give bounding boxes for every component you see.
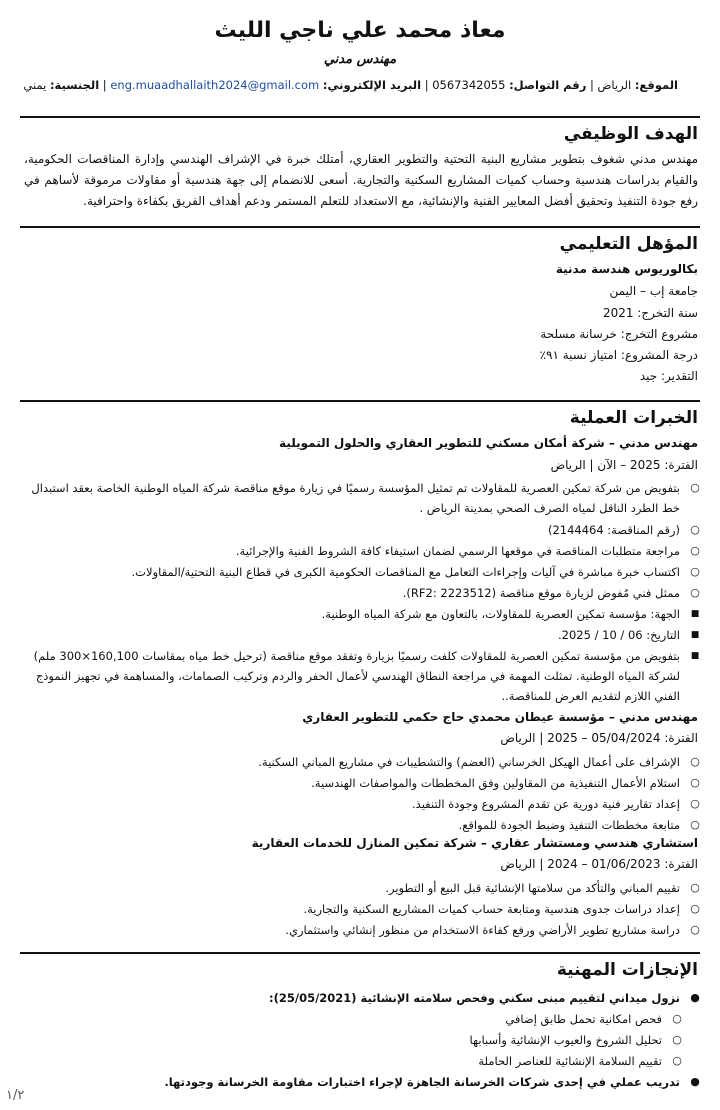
list-item: ○ بتفويض من شركة تمكين العصرية للمقاولات تم تمثيل المؤسسة رسميًا في زيارة موقع مناقصة شركة المياه الوطنية الخاصة بعقد استبدال خط الطرد الناقل لمياه الصرف الصحي بمدينة الرياض . [24,478,680,518]
section-divider [20,226,700,228]
square-bullet-icon: ■ [690,609,700,619]
list-item: ○ تقييم السلامة الإنشائية للعناصر الحاملة [24,1051,662,1071]
dot-bullet-icon: ● [690,1075,700,1088]
list-item: ○ إعداد تقارير فنية دورية عن تقدم المشروع وجودة التنفيذ. [24,794,680,814]
square-bullet-icon: ■ [690,651,700,661]
circle-bullet-icon: ○ [690,923,700,936]
section-divider [20,952,700,954]
list-item: ○ (رقم المناقصة: 2144464) [24,520,680,540]
university: جامعة إب – اليمن [609,284,698,298]
list-item: ■ الجهة: مؤسسة تمكين العصرية للمقاولات، بالتعاون مع شركة المياه الوطنية. [24,604,680,624]
circle-bullet-icon: ○ [690,797,700,810]
job-period: الفترة: 05/04/2024 – 2025 | الرياض [500,731,698,745]
email-link[interactable]: eng.muaadhallaith2024@gmail.com [110,78,320,92]
circle-bullet-icon: ○ [672,1033,682,1046]
list-item: ○ اكتساب خبرة مباشرة في آليات وإجراءات التعامل مع المناقصات الحكومية الكبرى في قطاع البنية التحتية/المقاولات. [24,562,680,582]
list-item: ○ ممثل فني مُفوض لزيارة موقع مناقصة (RF2: 2223512). [24,583,680,603]
list-item: ● نزول ميداني لتقييم مبنى سكني وفحص سلامته الإنشائية (25/05/2021): [24,988,680,1008]
nationality-label: الجنسية: [49,78,100,92]
list-item: ○ تحليل الشروخ والعيوب الإنشائية وأسبابها [24,1030,662,1050]
list-item: ● تدريب عملي في إحدى شركات الخرسانة الجاهزة لإجراء اختبارات مقاومة الخرسانة وجودتها. [24,1072,680,1092]
page-number: ١/٢ [6,1088,25,1103]
dot-bullet-icon: ● [690,991,700,1004]
nationality-value: يمني [23,78,47,92]
job-heading: مهندس مدني – شركة أمكان مسكني للتطوير العقاري والحلول التمويلية [279,436,698,450]
achievements-title: الإنجازات المهنية [556,960,698,980]
location-label: الموقع: [634,78,678,92]
circle-bullet-icon: ○ [690,902,700,915]
candidate-name: معاذ محمد علي ناجي الليث [214,18,506,43]
job-heading: مهندس مدني – مؤسسة عيطان محمدي حاج حكمي للتطوير العقاري [302,710,698,724]
list-item: ○ دراسة مشاريع تطوير الأراضي ورفع كفاءة الاستخدام من منظور إنشائي واستثماري. [24,920,680,940]
list-item: ○ استلام الأعمال التنفيذية من المقاولين وفق المخططات والمواصفات الهندسية. [24,773,680,793]
circle-bullet-icon: ○ [690,481,700,494]
circle-bullet-icon: ○ [690,586,700,599]
job-title: مهندس مدني [323,52,397,67]
circle-bullet-icon: ○ [690,523,700,536]
circle-bullet-icon: ○ [690,881,700,894]
list-item: ○ متابعة مخططات التنفيذ وضبط الجودة للمواقع. [24,815,680,835]
phone-value: 0567342055 [432,78,506,92]
experience-title: الخبرات العملية [569,408,698,428]
job-period: الفترة: 01/06/2023 – 2024 | الرياض [500,857,698,871]
degree: بكالوريوس هندسة مدنية [555,262,698,276]
section-divider [20,116,700,118]
circle-bullet-icon: ○ [672,1054,682,1067]
job-heading: استشاري هندسي ومستشار عقاري – شركة تمكين المنازل للخدمات العقارية [251,836,698,850]
grad-year: سنة التخرج: 2021 [602,306,698,320]
list-item: ○ مراجعة متطلبات المناقصة في موقعها الرسمي لضمان استيفاء كافة الشروط الفنية والإجرائية. [24,541,680,561]
email-label: البريد الإلكتروني: [322,78,422,92]
circle-bullet-icon: ○ [690,776,700,789]
list-item: ○ تقييم المباني والتأكد من سلامتها الإنشائية قبل البيع أو التطوير. [24,878,680,898]
objective-text: مهندس مدني شغوف بتطوير مشاريع البنية التحتية والتطوير العقاري، أمتلك خبرة في الإشراف الهندسي وإدارة المناقصات الحكومية، والقيام بدراسات هندسية وحساب كميات المشاريع السكنية والتجارية. أسعى للانضمام إلى جهة هندسية أو مقاولات مرموقة لأساهم في رفع جودة التنفيذ وتحقيق أفضل المعايير الفنية والإنشائية، مع الاستعداد للتعلم المستمر ودعم أهداف الفريق بكفاءة واحترافية. [24,152,698,208]
list-item: ○ إعداد دراسات جدوى هندسية ومتابعة حساب كميات المشاريع السكنية والتجارية. [24,899,680,919]
overall-grade: التقدير: جيد [639,369,698,383]
list-item: ■ بتفويض من مؤسسة تمكين العصرية للمقاولات كلفت رسميًا بزيارة وتفقد موقع مناقصة (ترحيل خط مياه بمقاسات 160,100×300 ملم) لشركة المياه الوطنية. تمثلت المهمة في مراجعة النطاق الهندسي لأعمال الحفر والردم وتركيب الصمامات، والمساهمة في تجهيز النموذج الفني اللازم لتقديم العرض للمناقصة.. [24,646,680,706]
list-item: ■ التاريخ: 06 / 10 / 2025. [24,625,680,645]
list-item: ○ فحص امكانية تحمل طابق إضافي [24,1009,662,1029]
education-title: المؤهل التعليمي [559,234,698,254]
circle-bullet-icon: ○ [690,565,700,578]
circle-bullet-icon: ○ [690,818,700,831]
project-grade: درجة المشروع: امتياز نسبة ٩١٪ [539,348,698,362]
phone-label: رقم التواصل: [509,78,587,92]
circle-bullet-icon: ○ [672,1012,682,1025]
section-divider [20,400,700,402]
job-period: الفترة: 2025 – الآن | الرياض [550,458,698,472]
location-value: الرياض [597,78,632,92]
square-bullet-icon: ■ [690,630,700,640]
list-item: ○ الإشراف على أعمال الهيكل الخرساني (العضم) والتشطيبات في مشاريع المباني السكنية. [24,752,680,772]
contact-line: الموقع: الرياض | رقم التواصل: 0567342055 | البريد الإلكتروني: eng.muaadhallaith2024@gmail.com | الجنسية: يمني [23,78,678,92]
circle-bullet-icon: ○ [690,544,700,557]
objective-title: الهدف الوظيفي [563,124,698,144]
circle-bullet-icon: ○ [690,755,700,768]
grad-project: مشروع التخرج: خرسانة مسلحة [540,327,698,341]
